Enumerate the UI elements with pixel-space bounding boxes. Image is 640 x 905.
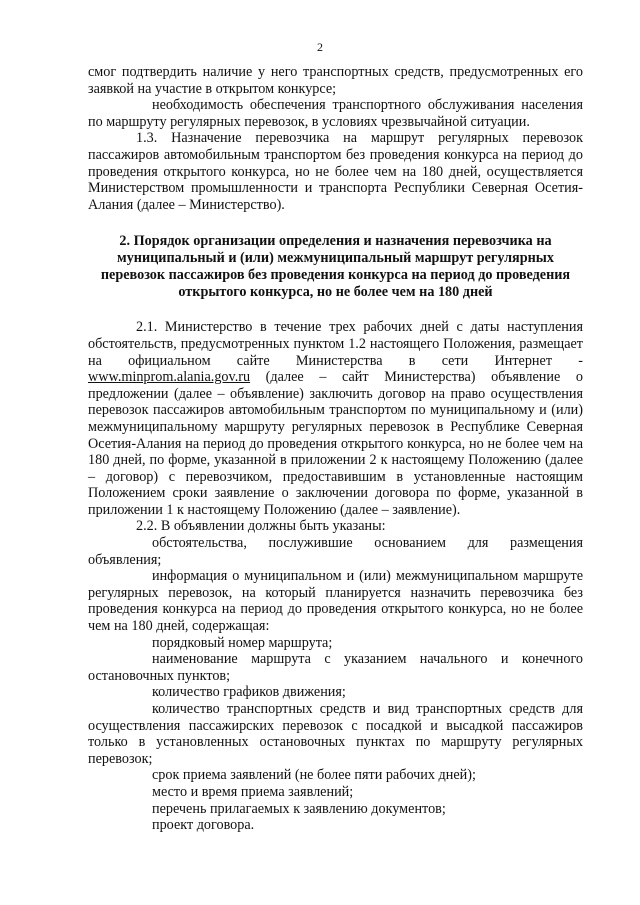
sub-item-schedules: количество графиков движения; <box>152 684 346 701</box>
ministry-website-link[interactable]: www.minprom.alania.gov.ru <box>88 369 251 386</box>
paragraph-2-1-start: 2.1. Министерство в течение трех рабочих дней с даты наступления обстоятельств, предусмотренных пунктом 1.2 настоящего Положения, размещает на официальном сайте Министерства в сети Интернет - <box>88 319 583 369</box>
sub-item-route-number: порядковый номер маршрута; <box>152 634 333 651</box>
sub-item-vehicles: количество транспортных средств и вид транспортных средств для осуществления пассажирских перевозок с посадкой и высадкой пассажиров только в установленных остановочных пунктах по маршруту регулярных перевозок; <box>88 701 583 767</box>
sub-item-place-time: место и время приема заявлений; <box>152 783 354 800</box>
paragraph-1-3: 1.3. Назначение перевозчика на маршрут регулярных перевозок пассажиров автомобильным транспортом без проведения конкурса на период до проведения открытого конкурса, но не более чем на 180 дней, осуществляется Министерством промышленности и транспорта Республики Северная Осетия-Алания (далее – Министерство). <box>88 130 583 213</box>
paragraph-necessity: необходимость обеспечения транспортного обслуживания населения по маршруту регулярных перевозок, в условиях чрезвычайной ситуации. <box>88 97 583 130</box>
sub-item-route-name: наименование маршрута с указанием начального и конечного остановочных пунктов; <box>88 651 583 684</box>
list-item-circumstances: обстоятельства, послужившие основанием для размещения объявления; <box>88 535 583 568</box>
sub-item-draft-contract: проект договора. <box>152 817 255 834</box>
paragraph-continuation: смог подтвердить наличие у него транспортных средств, предусмотренных его заявкой на участие в открытом конкурсе; <box>88 64 583 97</box>
sub-item-application-term: срок приема заявлений (не более пяти рабочих дней); <box>152 767 476 784</box>
paragraph-2-1-end: (далее – сайт Министерства) объявление о предложении (далее – объявление) заключить договор на право осуществления перевозок пассажиров автомобильным транспортом по муниципальному и (или) межмуниципальному маршруту регулярных перевозок в Республике Северная Осетия-Алания на период до проведения открытого конкурса, но не более чем на 180 дней, по форме, указанной в приложении 2 к настоящему Положению (далее – договор) с перевозчиком, предоставившим в установленные настоящим Положением сроки заявление о заключении договора по форме, указанной в приложении 1 к настоящему Положению (далее – заявление). <box>88 369 583 518</box>
sub-item-documents: перечень прилагаемых к заявлению документов; <box>152 800 446 817</box>
paragraph-2-1 <box>88 319 583 518</box>
document-body <box>88 64 583 834</box>
section-2-heading: 2. Порядок организации определения и назначения перевозчика на муниципальный и (или) межмуниципальный маршрут регулярных перевозок пассажиров без проведения конкурса на период до проведения открытого конкурса, но не более чем на 180 дней <box>100 233 571 301</box>
paragraph-2-2: 2.2. В объявлении должны быть указаны: <box>136 518 386 535</box>
list-item-route-info: информация о муниципальном и (или) межмуниципальном маршруте регулярных перевозок, на который планируется назначить перевозчика без проведения конкурса на период до проведения открытого конкурса, но не более чем на 180 дней, содержащая: <box>88 568 583 635</box>
page-number: 2 <box>317 40 323 54</box>
